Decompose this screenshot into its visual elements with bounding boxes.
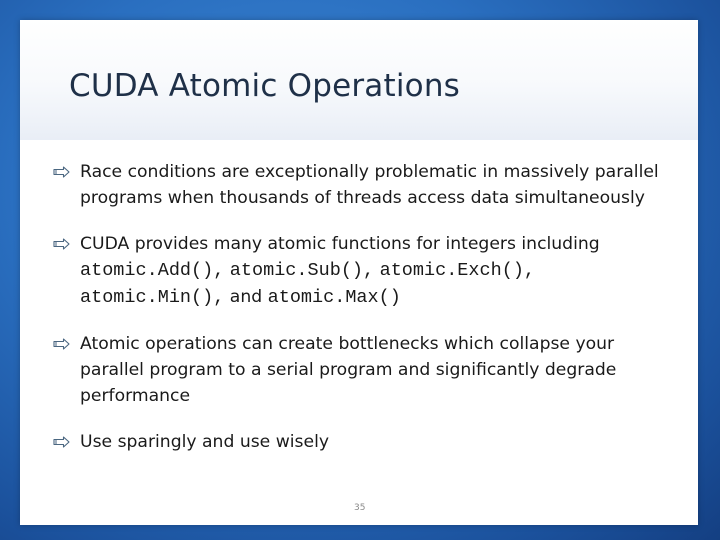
code-atomic-add: atomic.Add(), [80, 260, 225, 281]
bullet-text: CUDA provides many atomic functions for integers including [80, 234, 600, 254]
bullet-item [53, 429, 683, 455]
pencil-arrow-icon [53, 338, 70, 350]
slide [20, 20, 698, 525]
pencil-arrow-icon [53, 166, 70, 178]
bullet-text: Race conditions are exceptionally problematic in massively parallel programs when thousands of threads access data simultaneously [80, 162, 659, 208]
bullet-text-and: and [229, 287, 263, 307]
pencil-arrow-icon [53, 238, 70, 250]
bullet-list [53, 159, 683, 455]
code-atomic-exch: atomic.Exch(), [379, 260, 536, 281]
code-atomic-max: atomic.Max() [267, 287, 401, 308]
bullet-text: Use sparingly and use wisely [80, 432, 330, 452]
slide-title: CUDA Atomic Operations [69, 68, 461, 104]
code-atomic-min: atomic.Min(), [80, 287, 225, 308]
bullet-item [53, 159, 683, 211]
pencil-arrow-icon [53, 436, 70, 448]
code-atomic-sub: atomic.Sub(), [229, 260, 375, 281]
page-number: 35 [354, 503, 366, 513]
bullet-item [53, 331, 683, 409]
bullet-text: Atomic operations can create bottlenecks which collapse your parallel program to a serial program and significantly degrade performance [80, 334, 617, 406]
bullet-item [53, 231, 683, 311]
